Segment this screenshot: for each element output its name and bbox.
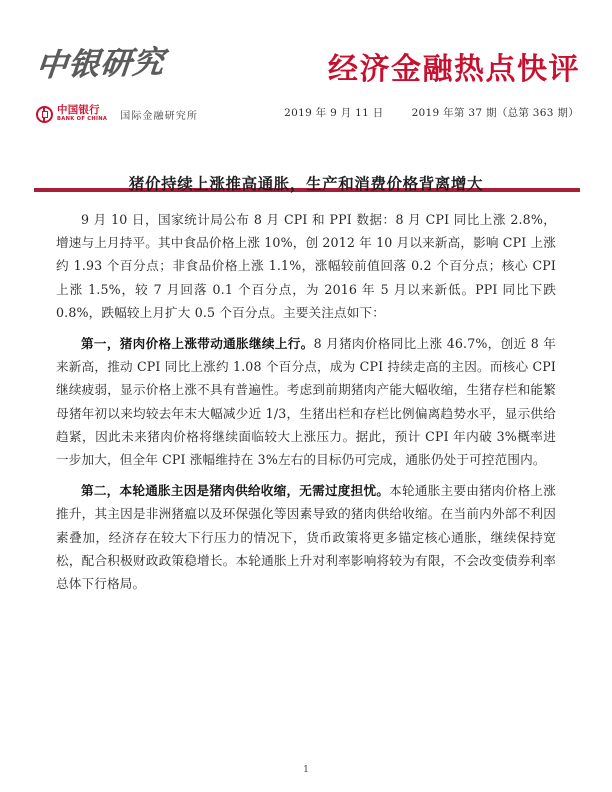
- paragraph-text: 8 月猪肉价格同比上涨 46.7%，创近 8 年来新高，推动 CPI 同比上涨约 1.08 个百分点，成为 CPI 持续走高的主因。而核心 CPI 继续疲弱，显示价格上涨不具有普遍性。考虑到前期猪肉产能大幅收缩，生猪存栏和能繁母猪年初以来均较去年末大幅减少近 1/3，生猪出栏和存栏比例偏离趋势水平，显示供给趋紧，因此未来猪肉价格将继续面临较大上涨压力。据此，预计 CPI 年内破 3%概率进一步加大，但全年 CPI 涨幅维持在 3%左右的目标仍可完成，通胀仍处于可控范围内。: [56, 336, 556, 468]
- paragraph-lead-in: 第一，猪肉价格上涨带动通胀继续上行。: [81, 336, 314, 352]
- paragraph-intro: [56, 208, 556, 324]
- paragraph-point-one: [56, 332, 556, 471]
- page-number: 1: [302, 764, 310, 775]
- paragraph-text: 9 月 10 日，国家统计局公布 8 月 CPI 和 PPI 数据：8 月 CPI 同比上涨 2.8%，增速与上月持平。其中食品价格上涨 10%，创 2012 年 10 月以来新高，影响 CPI 上涨约 1.93 个百分点；非食品价格上涨 1.1%，涨幅较前值回落 0.2 个百分点；核心 CPI 上涨 1.5%，较 7 月回落 0.1 个百分点，为 2016 年 5 月以来新低。PPI 同比下跌 0.8%，跌幅较上月扩大 0.5 个百分点。主要关注点如下：: [56, 212, 556, 320]
- issue-line: [284, 105, 579, 120]
- bank-name-english: BANK OF CHINA: [57, 116, 108, 122]
- bank-name-chinese: 中国银行: [57, 104, 100, 116]
- bank-of-china-logo-icon: [36, 106, 53, 123]
- publication-date: 2019 年 9 月 11 日: [284, 107, 384, 119]
- institute-name: 国际金融研究所: [120, 110, 198, 122]
- masthead: [0, 46, 612, 142]
- brand-block: [34, 44, 316, 122]
- organization-row: [36, 103, 198, 125]
- publication-title: 经济金融热点快评: [328, 52, 580, 87]
- paragraph-point-two: [56, 479, 556, 595]
- page-footer: [0, 757, 612, 776]
- issue-number: 2019 年第 37 期（总第 363 期）: [411, 107, 579, 119]
- zhongyin-research-wordmark: 中银研究: [34, 44, 167, 84]
- article-body: [56, 172, 556, 595]
- paragraph-text: 本轮通胀主要由猪肉价格上涨推升，其主因是非洲猪瘟以及环保强化等因素导致的猪肉供给收缩。在当前内外部不利因素叠加，经济存在较大下行压力的情况下，货币政策将更多锚定核心通胀，继续保持宽松，配合积极财政政策稳增长。本轮通胀上升对利率影响将较为有限，不会改变债券利率总体下行格局。: [56, 483, 556, 592]
- article-title: 猪价持续上涨推高通胀，生产和消费价格背离增大: [128, 175, 484, 193]
- paragraph-lead-in: 第二，本轮通胀主因是猪肉供给收缩，无需过度担忧。: [81, 483, 390, 499]
- bank-of-china-name: [57, 105, 107, 123]
